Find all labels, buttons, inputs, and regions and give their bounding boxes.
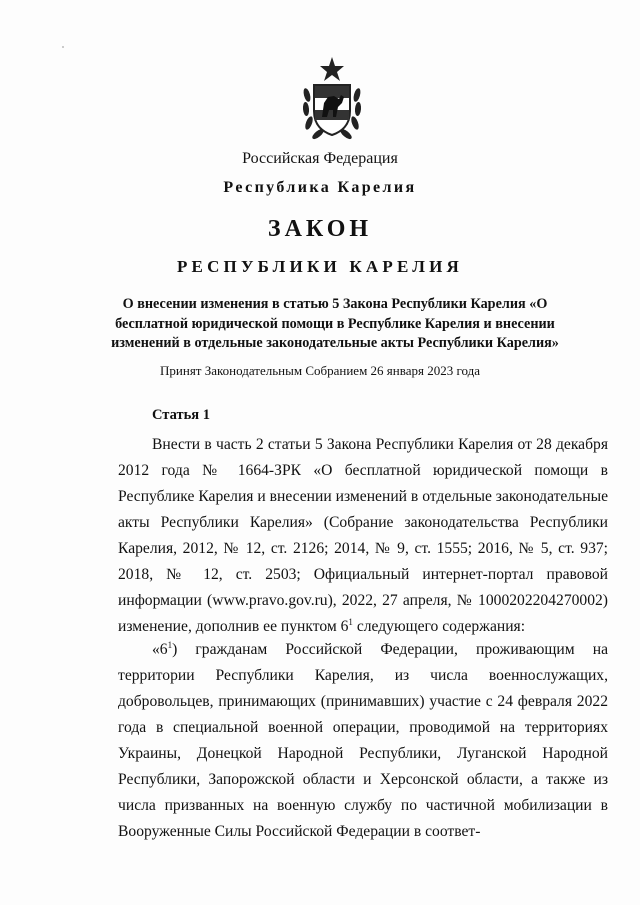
paragraph-2-open: «6 — [152, 641, 168, 658]
paragraph-1-tail: следующего содержания: — [352, 618, 526, 635]
law-title: ЗАКОН — [267, 216, 373, 242]
paragraph-2-superscript: 1 — [167, 640, 173, 650]
paragraph-1-superscript: 1 — [348, 617, 353, 627]
article-paragraph-1 — [118, 432, 608, 640]
law-subtitle: РЕСПУБЛИКИ КАРЕЛИЯ — [176, 257, 464, 276]
paragraph-1-text: Внести в часть 2 статьи 5 Закона Республики Карелия от 28 декабря 2012 года № 1664-ЗРК «О бесплатной юридической помощи в Республике Карелия и внесении изменений в отдельные законодательные акты Республики Карелия» (Собрание законодательства Республики Карелия, 2012, № 12, ст. 2126; 2014, № 9, ст. 1555; 2016, № 5, ст. 937; 2018, № 12, ст. 2503; Официальный интернет-портал правовой информации (www.pravo.gov.ru), 2022, 27 апреля, № 1000202204270002) изменение, дополнив ее пунктом 6 — [118, 436, 608, 635]
law-heading: О внесении изменения в статью 5 Закона Республики Карелия «О бесплатной юридической помощи в Республике Карелия и внесении изменений в отдельные законодательные акты Республики Карелия» — [111, 296, 559, 351]
article-title: Статья 1 — [152, 407, 210, 423]
country-name: Российская Федерация — [242, 150, 398, 167]
article-paragraph-2 — [118, 637, 608, 845]
republic-name: Республика Карелия — [223, 179, 417, 196]
paragraph-2-text: ) гражданам Российской Федерации, проживающим на территории Республики Карелия, из числа военнослужащих, добровольцев, принимающих (принимавших) участие с 24 февраля 2022 года в специальной военной операции, проводимой на территориях Украины, Донецкой Народной Республики, Луганской Народной Республики, Запорожской области и Херсонской области, а также из числа призванных на военную службу по частичной мобилизации в Вооруженные Силы Российской Федерации в соответ- — [118, 641, 608, 840]
coat-of-arms-icon — [300, 55, 364, 141]
adoption-note: Принят Законодательным Собранием 26 января 2023 года — [160, 363, 480, 378]
scan-speck — [62, 46, 64, 48]
